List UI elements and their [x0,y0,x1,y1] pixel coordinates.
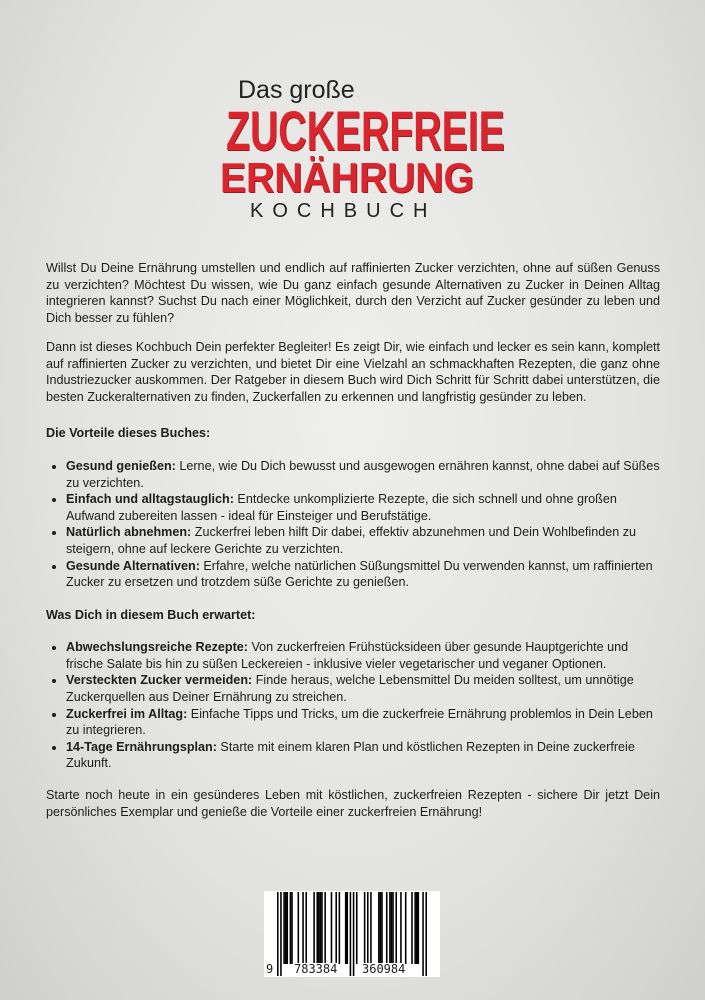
item-title: Abwechslungsreiche Rezepte: [66,640,248,655]
expect-heading: Was Dich in diesem Buch erwartet: [46,607,256,622]
barcode-bar [405,892,407,964]
barcode-bar [414,892,416,964]
list-item [66,458,660,491]
barcode-bar [392,892,394,964]
item-title: Zuckerfrei im Alltag: [66,706,188,721]
item-text: Einfache Tipps und Tricks, um die zuckerfreie Ernährung problemlos in Dein Leben zu integrieren. [66,706,653,738]
barcode-bar [356,892,358,964]
barcode-digits-left: 783384 [294,962,338,976]
barcode-bar [283,892,285,964]
title-line-3: KOCHBUCH [250,200,437,222]
barcode-bar [291,892,293,964]
barcode-bar [298,892,300,964]
item-text: Finde heraus, welche Lebensmittel Du meiden solltest, um unnötige Zuckerquellen aus Deiner Ernährung zu streichen. [66,673,634,705]
barcode-bar [381,892,383,964]
expect-list [46,639,660,772]
barcode-bar [364,892,366,964]
barcode-bar [350,892,352,976]
item-title: Gesunde Alternativen: [66,558,200,573]
intro-paragraph-1: Willst Du Deine Ernährung umstellen und endlich auf raffinierten Zucker verzichten, ohne auf süßen Genuss zu verzichten? Möchtest Du wissen, wie Du ganz einfach gesunde Alternativen zu Zucker in Deinen Alltag integrieren kannst? Suchst Du nach einer Möglichkeit, durch den Verzicht auf Zucker gesünder zu leben und Dich besser zu fühlen? [46,261,660,325]
barcode-bar [316,892,318,964]
closing-paragraph: Starte noch heute in ein gesünderes Leben mit köstlichen, zuckerfreien Rezepten - sichere Dir jetzt Dein persönliches Exemplar und genieße die Vorteile einer zuckerfreien Ernährung! [46,788,660,819]
item-text: Entdecke unkomplizierte Rezepte, die sich schnell und ohne großen Aufwand zubereiten lassen - ideal für Einsteiger und Berufstätige. [66,492,617,523]
barcode-bar [391,892,393,964]
barcode-bar [389,892,391,964]
barcode-bar [320,892,322,964]
barcode-bar [321,892,323,964]
list-item [66,706,660,739]
barcode-bar [416,892,418,964]
barcode-bar [339,892,341,964]
list-item [66,672,660,705]
benefits-list [46,458,660,591]
list-item [66,639,660,672]
item-text: Lerne, wie Du Dich bewusst und ausgewogen ernähren kannst, ohne dabei auf Süßes zu verzichten. [66,458,660,490]
barcode-bar [277,892,279,976]
barcode-digit-first: 9 [266,962,274,976]
barcode-bar [335,892,337,964]
item-title: Gesund genießen: [66,458,176,473]
barcode-bar [411,892,413,964]
item-title: 14-Tage Ernährungsplan: [66,739,217,754]
barcode-digits-right: 360984 [362,962,406,976]
barcode-bar [367,892,369,964]
barcode-bar [378,892,380,964]
barcode-bar [305,892,307,964]
item-text: Starte mit einem klaren Plan und köstlichen Rezepten in Deine zuckerfreie Zukunft. [66,739,635,771]
barcode-bar [395,892,397,964]
barcode-bar [418,892,420,964]
benefits-heading: Die Vorteile dieses Buches: [46,426,211,441]
barcode-bar [386,892,388,964]
barcode-bar [370,892,372,964]
barcode-bar [318,892,320,964]
barcode-bar [280,892,282,976]
isbn-barcode [264,891,440,977]
title-prefix: Das große [238,76,355,104]
list-item [66,739,660,772]
item-text: Erfahre, welche natürlichen Süßungsmittel Du verwenden kannst, um raffinierten Zucker zu ersetzen und trotzdem süße Gerichte zu genießen. [66,558,653,590]
barcode-bar [313,892,315,964]
barcode-bar [290,892,292,964]
item-title: Versteckten Zucker vermeiden: [66,673,253,688]
barcode-bar [353,892,355,976]
barcode-bar [331,892,333,964]
item-title: Einfach und alltagstauglich: [66,492,234,507]
barcode-bar [380,892,382,964]
item-title: Natürlich abnehmen: [66,525,192,540]
barcode-bar [345,892,347,964]
barcode-bar [285,892,287,964]
blurb [46,260,660,820]
title-line-2: ERNÄHRUNG [220,154,474,201]
barcode-bar [286,892,288,964]
item-text: Von zuckerfreien Frühstücksideen über gesunde Hauptgerichte und frische Salate bis hin zu süßen Leckereien - inklusive vieler vegetarischer und veganer Optionen. [66,640,629,671]
barcode-bar [324,892,326,964]
barcode-bar [346,892,348,964]
title-line-1: ZUCKERFREIE [226,99,505,162]
barcode-bar [400,892,402,964]
list-item [66,491,660,524]
intro-paragraph-2: Dann ist dieses Kochbuch Dein perfekter Begleiter! Es zeigt Dir, wie einfach und lecker es sein kann, komplett auf raffinierten Zucker zu verzichten, und bietet Dir eine Vielzahl an schmackhaften Rezepten, die ganz ohne Industriezucker auskommen. Der Ratgeber in diesem Buch wird Dich Schritt für Schritt dabei unterstützen, die besten Zuckeralternativen zu finden, Zuckerfallen zu erkennen und langfristig gesünder zu leben. [46,339,660,404]
barcode-bar [302,892,304,964]
list-item [66,524,660,557]
barcode-bar [425,892,427,976]
barcode-bar [422,892,424,976]
list-item [66,558,660,591]
item-text: Zuckerfrei leben hilft Dir dabei, effektiv abzunehmen und Dein Wohlbefinden zu steigern, ohne auf leckere Gerichte zu verzichten. [66,525,637,556]
